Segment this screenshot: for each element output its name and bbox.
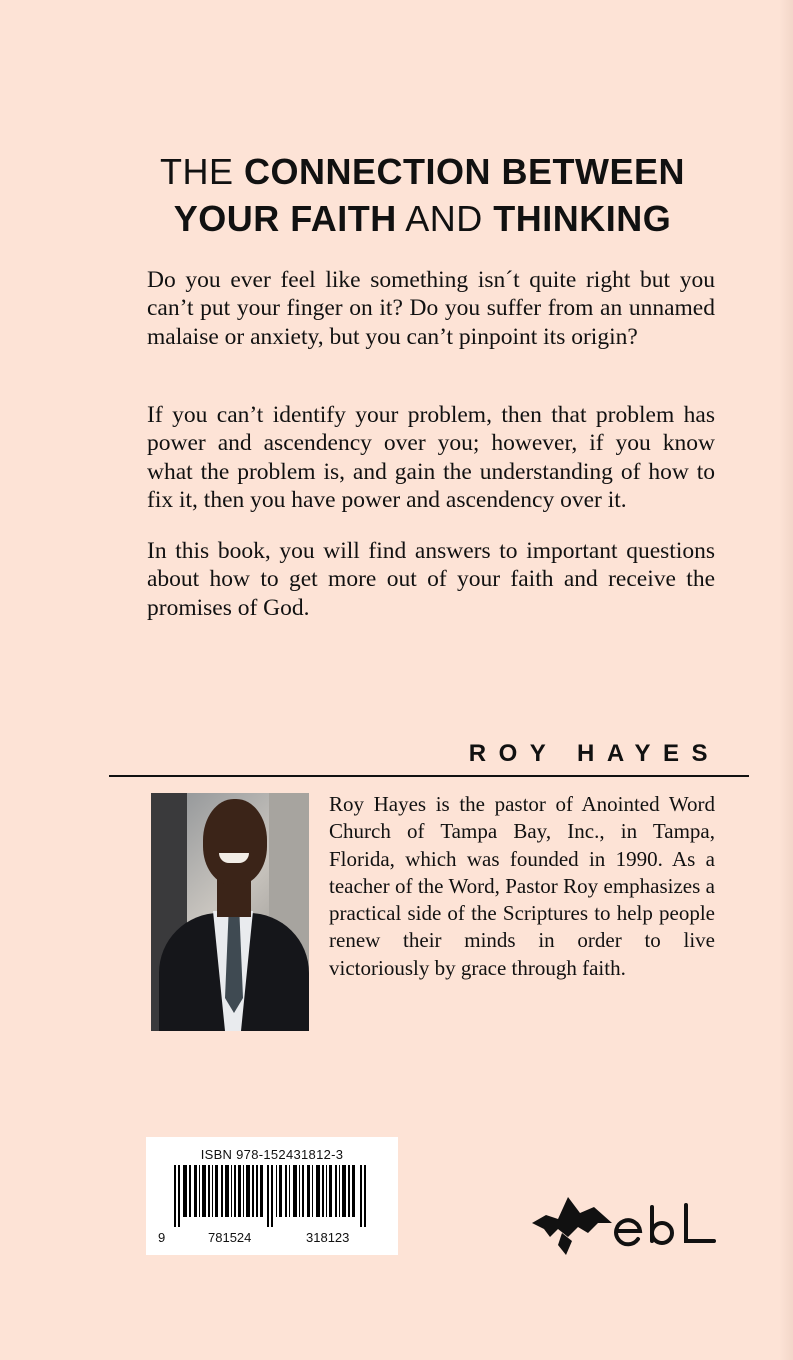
title-line-2: YOUR FAITH AND THINKING	[173, 198, 672, 239]
open-book-icon	[532, 1197, 612, 1255]
blurb-paragraph-1: Do you ever feel like something isn´t quite right but you can’t put your finger on it? Do you suffer from an unnamed malaise or anxiety, but you can’t pinpoint its origin?	[147, 267, 715, 350]
publisher-logo	[528, 1193, 718, 1259]
title-line-1: THE CONNECTION BETWEEN	[159, 151, 685, 192]
isbn-barcode	[146, 1137, 398, 1255]
author-name: ROY HAYES	[468, 740, 720, 767]
author-bio: Roy Hayes is the pastor of Anointed Word Church of Tampa Bay, Inc., in Tampa, Florida, which was founded in 1990. As a teacher of the Word, Pastor Roy emphasizes a practical side of the Scriptures to help people renew their minds in order to live victoriously by grace through faith.	[329, 792, 715, 980]
author-photo	[151, 793, 309, 1031]
barcode-right-digits: 318123	[306, 1230, 350, 1245]
barcode-first-digit: 9	[158, 1230, 166, 1245]
blurb-paragraph-2: If you can’t identify your problem, then that problem has power and ascendency over you; however, if you know what the problem is, and gain the understanding of how to fix it, then you have power and ascendency over it.	[147, 402, 715, 514]
blurb-paragraph-3: In this book, you will find answers to important questions about how to get more out of your faith and receive the promises of God.	[147, 538, 715, 621]
divider-rule	[109, 775, 749, 777]
back-cover-title	[0, 148, 793, 242]
isbn-number: ISBN 978-152431812-3	[200, 1147, 344, 1162]
barcode-bars	[174, 1165, 370, 1227]
barcode-left-digits: 781524	[208, 1230, 252, 1245]
